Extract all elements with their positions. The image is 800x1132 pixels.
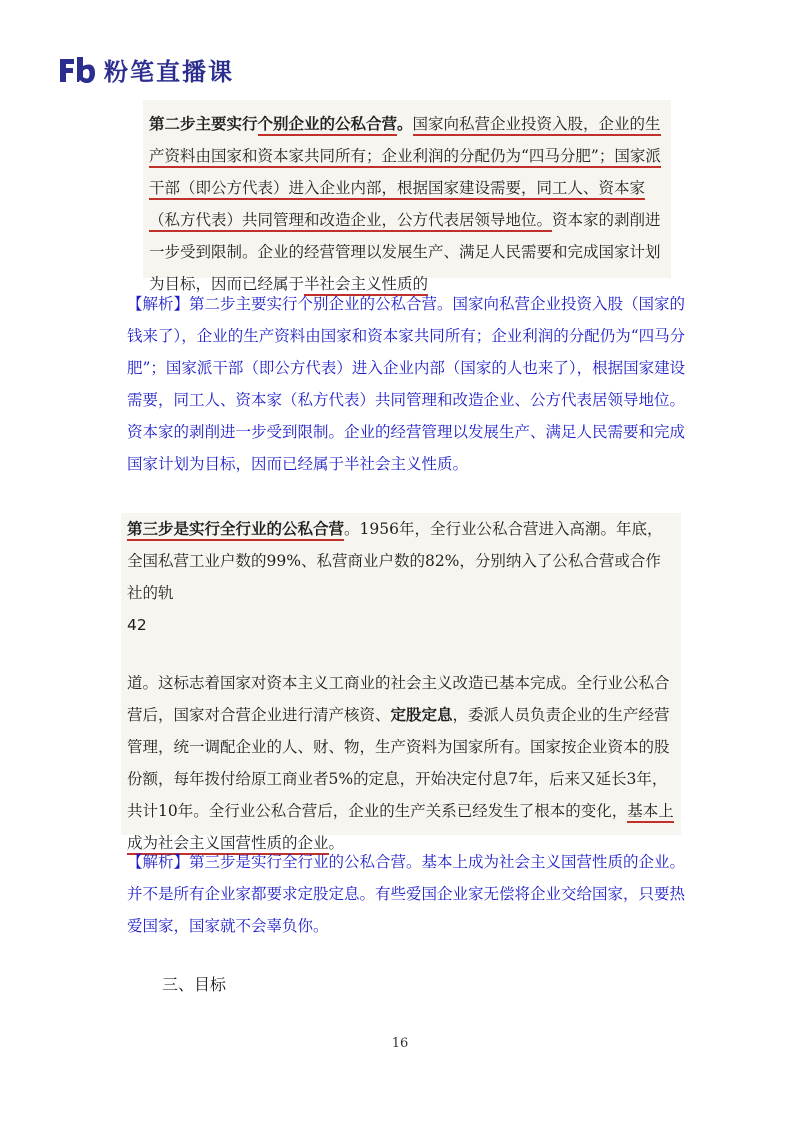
excerpt-bottom-text bbox=[121, 667, 681, 859]
analysis-text: 第二步主要实行个别企业的公私合营。国家向私营企业投资入股（国家的钱来了），企业的生产资料由国家和资本家共同所有；企业利润的分配仍为“四马分肥”；国家派干部（即公方代表）进入企业内部（国家的人也来了），根据国家建设需要，同工人、资本家（私方代表）共同管理和改造企业、公方代表居领导地位。资本家的剥削进一步受到限制。企业的经营管理以发展生产、满足人民需要和完成国家计划为目标，因而已经属于半社会主义性质。 bbox=[127, 295, 686, 473]
excerpt-body-b: ，委派人员负责企业的生产经营管理，统一调配企业的人、财、物，生产资料为国家所有。国家按企业资本的股份额，每年拨付给原工商业者5%的定息，开始决定付息7年，后来又延长3年，共计10年。全行业公私合营后，企业的生产关系已经发生了根本的变化， bbox=[127, 706, 670, 820]
brand-logo bbox=[58, 52, 234, 87]
analysis-step3 bbox=[127, 846, 687, 942]
excerpt-end: 。 bbox=[328, 834, 345, 852]
excerpt-end-underlined: 基本上成为社会主义国营性质的企业 bbox=[127, 802, 674, 855]
excerpt-lead-rest: 。1956年，全行业公私合营进入高潮。年底，全国私营工业户数的99%、私营商业户数的82%，分别纳入了公私合营或合作社的轨 bbox=[127, 520, 663, 602]
page-number: 16 bbox=[391, 1036, 409, 1051]
section-heading: 三、目标 bbox=[162, 975, 227, 994]
book-page-number: 42 bbox=[127, 616, 147, 634]
textbook-excerpt-step3 bbox=[121, 513, 681, 852]
excerpt-lead-end: 。 bbox=[397, 114, 413, 133]
analysis-tag: 【解析】 bbox=[127, 853, 190, 871]
excerpt-plain-text: 资本家的剥削进一步受到限制。企业的经营管理以发展生产、满足人民需要和完成国家计划为目标，因而已经属于 bbox=[149, 211, 661, 293]
textbook-excerpt-step2 bbox=[143, 100, 671, 293]
excerpt-body-bold: 定股定息 bbox=[390, 705, 453, 724]
excerpt-underlined-text: 国家向私营企业投资入股，企业的生产资料由国家和资本家共同所有；企业利润的分配仍为“四马分肥”；国家派干部（即公方代表）进入企业内部，根据国家建设需要，同工人、资本家（私方代表）共同管理和改造企业，公方代表居领导地位。 bbox=[149, 115, 661, 232]
analysis-tag: 【解析】 bbox=[127, 295, 190, 313]
excerpt-text bbox=[143, 100, 671, 300]
fb-logo-icon bbox=[58, 55, 96, 85]
excerpt-end-underlined: 半社会主义性质的 bbox=[304, 275, 428, 296]
excerpt-top-text bbox=[121, 513, 681, 609]
brand-name: 粉笔直播课 bbox=[104, 58, 234, 86]
excerpt-lead: 第二步主要实行 bbox=[149, 114, 258, 133]
excerpt-lead-underlined: 个别企业的公私合营 bbox=[258, 114, 398, 136]
analysis-text: 第三步是实行全行业的公私合营。基本上成为社会主义国营性质的企业。并不是所有企业家都要求定股定息。有些爱国企业家无偿将企业交给国家，只要热爱国家，国家就不会辜负你。 bbox=[127, 853, 686, 935]
excerpt-lead-underlined: 第三步是实行全行业的公私合营 bbox=[127, 519, 344, 541]
analysis-step2 bbox=[127, 288, 687, 480]
excerpt-body-a: 道。这标志着国家对资本主义工商业的社会主义改造已基本完成。全行业公私合营后，国家对合营企业进行清产核资、 bbox=[127, 674, 670, 724]
